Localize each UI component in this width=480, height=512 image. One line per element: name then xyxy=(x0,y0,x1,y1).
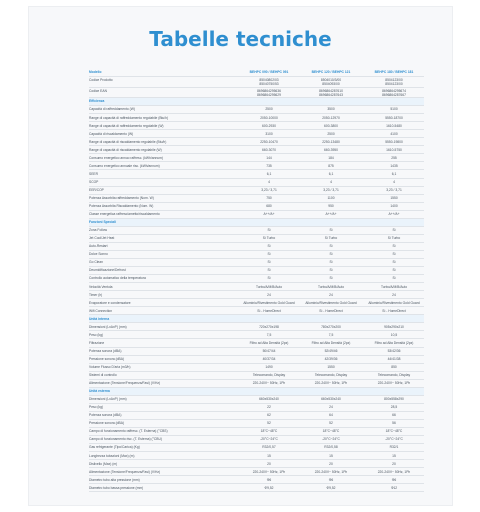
row-value: 184 xyxy=(328,155,334,160)
row-value: Sì xyxy=(267,244,271,249)
row-label: Campo di funzionamento raffresc. (T. Esterna) (°CBS) xyxy=(89,429,168,434)
table-row xyxy=(89,130,424,138)
row-value: Sì xyxy=(267,260,271,265)
table-row xyxy=(89,211,424,219)
table-row xyxy=(89,331,424,339)
row-label: SEER xyxy=(89,171,98,176)
table-row xyxy=(89,323,424,331)
row-label: Potenza sonora (dBA) xyxy=(89,413,122,418)
row-value: 1100 xyxy=(327,196,335,200)
row-value: 18°C~48°C xyxy=(322,429,340,434)
row-value: 20 xyxy=(267,461,271,466)
row-value: A++/A+ xyxy=(388,212,400,217)
row-value: 3,23 / 3,71 xyxy=(386,187,402,192)
section-header xyxy=(89,315,424,323)
row-value: 1435 xyxy=(390,163,398,168)
row-value: Sì xyxy=(392,252,396,257)
row-value: 6,1 xyxy=(266,171,272,176)
row-value: 50/47/44 xyxy=(262,348,276,353)
row-value: 220-240V~ 50Hz, 1Ph xyxy=(252,469,286,474)
row-value: 220-240V~ 50Hz, 1Ph xyxy=(252,381,286,386)
row-label: Codice Prodotto xyxy=(89,78,113,83)
row-value: 64 xyxy=(329,413,333,418)
row-label: Pressione sonora (dBA) xyxy=(89,421,125,426)
row-label: Timer (h) xyxy=(89,292,103,297)
row-value: 2250-10470 xyxy=(260,139,278,144)
table-row xyxy=(89,227,424,235)
row-value: -20°C~24°C xyxy=(322,437,340,442)
table-row xyxy=(89,283,424,291)
row-value: Sì xyxy=(267,268,271,273)
row-value: Sì xyxy=(267,276,271,281)
section-header xyxy=(89,219,424,227)
row-label: Range di capacità di raffreddamento regolabile (Btu/h) xyxy=(89,115,169,120)
row-label: Campo di funzionamento risc. (T. Esterna) (°CBU) xyxy=(89,437,162,442)
row-value: 1610-5750 xyxy=(386,147,402,152)
row-value: 2050-10000 xyxy=(260,115,278,120)
row-value: 22 xyxy=(267,405,271,410)
row-label: Deumidificazione/Defrost xyxy=(89,268,126,273)
table-row xyxy=(89,187,424,195)
row-value: 5550-18700 xyxy=(385,115,403,120)
row-value: Turbo/A/M/B/Auto xyxy=(255,284,283,289)
row-label: Jet Cool/Jet Heat xyxy=(89,236,115,241)
table-row xyxy=(89,452,424,460)
row-value: 3,23 / 3,71 xyxy=(261,187,277,192)
table-row xyxy=(89,299,424,307)
table-row xyxy=(89,460,424,468)
row-label: Gas refrigerante (Tipo/Carica) (Kg) xyxy=(89,445,140,450)
table-row xyxy=(89,114,424,122)
row-value: 255 xyxy=(391,155,397,160)
row-value: 905x290x210 xyxy=(384,324,404,329)
row-value: Sì xyxy=(329,260,333,265)
row-label: Filtrazione xyxy=(89,340,105,345)
table-row xyxy=(89,88,424,99)
row-label: Consumo energetico annuale risc. (kWh/annum) xyxy=(89,163,160,168)
table-row xyxy=(89,356,424,364)
row-value: Sì xyxy=(267,252,271,257)
table-row xyxy=(89,436,424,444)
row-label: Codice EAN xyxy=(89,88,107,93)
row-value: 660-3070 xyxy=(262,147,276,152)
row-value: 24 xyxy=(329,405,333,410)
row-label: Range di capacità di riscaldamento regolabile (W) xyxy=(89,147,162,152)
row-value: 680 xyxy=(266,204,272,209)
row-value: Sì xyxy=(392,260,396,265)
row-value: 24 xyxy=(267,292,271,297)
row-value: Sì - HomeDirect xyxy=(257,308,281,313)
row-value: 3500 xyxy=(327,107,335,112)
row-value: Sì xyxy=(392,228,396,233)
row-label: Wifi Connection xyxy=(89,308,113,313)
row-value: 220-240V~ 50Hz, 1Ph xyxy=(377,469,411,474)
table-row xyxy=(89,420,424,428)
table-row xyxy=(89,468,424,476)
table-row xyxy=(89,380,424,388)
table-row xyxy=(89,428,424,436)
row-value: R32/0,58 xyxy=(324,445,338,450)
row-value: Sì xyxy=(267,228,271,233)
row-value: Telecomando, Display xyxy=(377,373,411,378)
row-value: Φ6 xyxy=(266,477,272,482)
model-header-3: BEHPC 180 / BEHPC 181 xyxy=(374,70,414,75)
row-value: 220-240V~ 50Hz, 1Ph xyxy=(314,469,348,474)
row-value: 62 xyxy=(267,413,271,418)
row-value: Sì Turbo xyxy=(262,236,276,241)
row-value: 24 xyxy=(329,292,333,297)
row-value: Sì - HomeDirect xyxy=(319,308,343,313)
row-value: 2500 xyxy=(265,107,273,112)
row-label: Volume Flusso D'aria (m3/h) xyxy=(89,364,131,369)
row-label: Diametro tubo bassa pressione (mm) xyxy=(89,485,144,490)
row-value: 3,23 / 3,71 xyxy=(323,187,339,192)
row-label: Diametro tubo alta pressione (mm) xyxy=(89,477,140,482)
table-row xyxy=(89,138,424,146)
table-row xyxy=(89,170,424,178)
row-value: 720x270x198 xyxy=(259,324,279,329)
row-value: 780x270x200 xyxy=(321,324,341,329)
row-value: Φ9,52 xyxy=(264,485,274,490)
row-value: 6,1 xyxy=(328,171,334,176)
table-row xyxy=(89,154,424,162)
row-value: 660-3950 xyxy=(324,147,338,152)
row-value: Sì xyxy=(329,252,333,257)
row-value: Alluminio/Rivestimento Gold Guard xyxy=(305,300,357,305)
row-value: Sì Turbo xyxy=(324,236,338,241)
row-label: Velocità Ventola xyxy=(89,284,113,289)
row-value: 85040802/03 85040750/53 xyxy=(259,78,279,87)
row-label: Auto-Restart xyxy=(89,244,108,249)
row-label: Go Clean xyxy=(89,260,103,265)
table-row xyxy=(89,348,424,356)
row-label: Zona Follow xyxy=(89,228,107,233)
model-header-1: BEHPC 090 / BEHPC 091 xyxy=(249,70,289,75)
row-label: Dimensioni (LxAxP) (mm) xyxy=(89,324,127,329)
table-row xyxy=(89,307,424,315)
row-label: Consumo energetico annuo raffresc. (kWh/annum) xyxy=(89,155,163,160)
row-value: 4100 xyxy=(390,131,398,136)
row-value: 875 xyxy=(328,163,334,168)
section-title: Funzioni Speciali xyxy=(89,220,116,225)
row-value: 40/37/34 xyxy=(262,356,276,361)
row-value: 52/49/46 xyxy=(324,348,338,353)
table-header-row xyxy=(89,69,424,77)
row-label: Potenza Assorbita Riscaldamento (Nom. W) xyxy=(89,204,154,209)
table-row xyxy=(89,203,424,211)
row-value: 18°C~48°C xyxy=(385,429,403,434)
row-value: 8696864295636 8696864295629 xyxy=(257,88,281,97)
row-value: 3100 xyxy=(265,131,273,136)
row-value: R32/1 xyxy=(389,445,399,450)
row-value: 8504123/00 8504123/00 xyxy=(385,78,403,87)
table-row xyxy=(89,291,424,299)
row-label: Potenza Assorbita raffreddamento (Nom. W) xyxy=(89,196,154,200)
row-label: Controllo automatico della temperatura xyxy=(89,276,146,281)
row-value: 52 xyxy=(329,421,333,426)
table-row xyxy=(89,396,424,404)
table-row xyxy=(89,162,424,170)
row-value: 735 xyxy=(266,163,272,168)
table-row xyxy=(89,412,424,420)
table-row xyxy=(89,77,424,88)
model-column-label: Modello xyxy=(89,70,102,75)
row-value: Sì xyxy=(329,228,333,233)
row-value: 5100 xyxy=(390,107,398,112)
table-row xyxy=(89,259,424,267)
row-value: Φ12 xyxy=(390,485,398,490)
row-label: Capacità di raffreddamento (W) xyxy=(89,107,135,112)
row-value: Filtro ad Alta Densità (2pz) xyxy=(374,340,414,345)
row-label: Sistemi di controllo xyxy=(89,373,117,378)
table-row xyxy=(89,243,424,251)
row-label: Dolce Sonno xyxy=(89,252,108,257)
row-value: 750 xyxy=(266,196,272,200)
row-value: Sì Turbo xyxy=(387,236,401,241)
row-value: Sì xyxy=(329,276,333,281)
table-row xyxy=(89,476,424,484)
row-value: Φ6 xyxy=(391,477,397,482)
row-value: 660x530x240 xyxy=(321,397,341,402)
row-label: Range di capacità di raffreddamento regolabile (W) xyxy=(89,123,164,128)
row-value: 8696864295674 8696864287667 xyxy=(382,88,406,97)
row-value: Sì xyxy=(392,276,396,281)
row-value: 220-240V~ 50Hz, 1Ph xyxy=(314,381,348,386)
row-label: Peso (kg) xyxy=(89,405,104,410)
row-value: 15 xyxy=(392,453,396,458)
row-value: A++/A+ xyxy=(263,212,275,217)
row-value: 15 xyxy=(267,453,271,458)
row-label: Evaporatore e condensatore xyxy=(89,300,131,305)
section-header xyxy=(89,388,424,396)
row-label: Capacità di riscaldamento (W) xyxy=(89,131,134,136)
row-value: 950 xyxy=(328,204,334,209)
row-value: 6,1 xyxy=(391,171,397,176)
row-value: 20 xyxy=(392,461,396,466)
table-row xyxy=(89,146,424,154)
row-value: 24 xyxy=(392,292,396,297)
row-value: R32/0,57 xyxy=(262,445,276,450)
row-value: 1400 xyxy=(390,204,398,209)
table-row xyxy=(89,235,424,243)
row-value: 2500 xyxy=(327,131,335,136)
table-row xyxy=(89,275,424,283)
row-value: Sì xyxy=(392,244,396,249)
table-row xyxy=(89,372,424,380)
row-value: -20°C~24°C xyxy=(385,437,403,442)
row-value: 1490 xyxy=(265,364,273,369)
row-label: Peso (kg) xyxy=(89,332,104,337)
row-value: 2050-12970 xyxy=(322,115,340,120)
row-value: Alluminio/Rivestimento Gold Guard xyxy=(243,300,295,305)
row-label: Dimensioni (LxAxP) (mm) xyxy=(89,397,127,402)
row-label: SCOP xyxy=(89,179,99,184)
row-label: Alimentazione (Tensione/Frequenza/Fasi) (V/Hz) xyxy=(89,469,161,474)
row-value: Filtro ad Alta Densità (2pz) xyxy=(249,340,289,345)
row-label: Classe energetica raffresc/ametto/riscaldamento xyxy=(89,212,160,217)
row-value: 220-240V~ 50Hz, 1Ph xyxy=(377,381,411,386)
section-header xyxy=(89,98,424,106)
row-value: 28,5 xyxy=(390,405,398,410)
table-row xyxy=(89,364,424,372)
row-value: Turbo/A/M/B/Auto xyxy=(317,284,345,289)
row-value: 1550 xyxy=(390,196,398,200)
table-row xyxy=(89,122,424,130)
row-label: EER/COP xyxy=(89,187,104,192)
page-title: Tabelle tecniche xyxy=(149,27,332,51)
row-value: Telecomando, Display xyxy=(314,373,348,378)
table-row xyxy=(89,195,424,203)
row-value: A++/A+ xyxy=(325,212,337,217)
table-row xyxy=(89,106,424,114)
table-row xyxy=(89,444,424,452)
section-title: Unità interna xyxy=(89,316,110,321)
row-value: Sì xyxy=(329,268,333,273)
row-label: Dislivello (Max) (m) xyxy=(89,461,118,466)
row-value: Turbo/A/M/B/Auto xyxy=(380,284,408,289)
table-row xyxy=(89,267,424,275)
row-value: Sì - HomeDirect xyxy=(382,308,406,313)
row-label: Pressione sonora (dBA) xyxy=(89,356,125,361)
row-value: 66 xyxy=(392,413,396,418)
row-value: 15 xyxy=(329,453,333,458)
specs-table xyxy=(89,69,424,492)
row-value: 8696864287610 8696864287643 xyxy=(319,88,343,97)
row-value: 42/39/36 xyxy=(324,356,338,361)
table-row xyxy=(89,484,424,492)
row-label: Range di capacità di riscaldamento regolabile (Btu/h) xyxy=(89,139,167,144)
row-value: 800x558x290 xyxy=(384,397,404,402)
row-value: Φ6 xyxy=(328,477,334,482)
row-value: 20 xyxy=(329,461,333,466)
row-value: Filtro ad Alta Densità (2pz) xyxy=(311,340,351,345)
row-value: 4 xyxy=(268,179,270,184)
row-value: 1610-5480 xyxy=(386,123,402,128)
row-value: 660x530x240 xyxy=(259,397,279,402)
table-row xyxy=(89,339,424,347)
section-title: Unità esterna xyxy=(89,389,110,394)
row-label: Lunghezza tubazioni (Max) (m) xyxy=(89,453,135,458)
row-value: Sì xyxy=(329,244,333,249)
row-value: 2250-13480 xyxy=(322,139,340,144)
row-value: 56 xyxy=(392,421,396,426)
row-value: 4 xyxy=(330,179,332,184)
row-value: Sì xyxy=(392,268,396,273)
row-value: 1550 xyxy=(327,364,335,369)
row-value: 44/41/38 xyxy=(387,356,401,361)
row-value: 144 xyxy=(266,155,272,160)
section-title: Efficienza xyxy=(89,99,105,104)
row-value: 18°C~48°C xyxy=(260,429,278,434)
document-page xyxy=(28,6,453,506)
row-value: 10,5 xyxy=(390,332,398,337)
row-value: 850 xyxy=(391,364,397,369)
row-value: 600-2930 xyxy=(262,123,276,128)
table-row xyxy=(89,251,424,259)
row-value: 5550-19800 xyxy=(385,139,403,144)
row-value: 7,5 xyxy=(266,332,272,337)
row-label: Potenza sonora (dBA) xyxy=(89,348,122,353)
row-value: -20°C~24°C xyxy=(260,437,278,442)
row-value: Telecomando, Display xyxy=(252,373,286,378)
table-row xyxy=(89,179,424,187)
row-value: 4 xyxy=(393,179,395,184)
row-value: 53/42/36 xyxy=(387,348,401,353)
row-label: Alimentazione (Tensione/Frequenza/Fasi) (V/Hz) xyxy=(89,381,161,386)
model-header-2: BEHPC 120 / BEHPC 121 xyxy=(311,70,351,75)
row-value: 7,5 xyxy=(328,332,334,337)
row-value: 8504010/3/00 8504093/00 xyxy=(320,78,342,87)
table-row xyxy=(89,404,424,412)
row-value: Alluminio/Rivestimento Gold Guard xyxy=(368,300,420,305)
row-value: 52 xyxy=(267,421,271,426)
row-value: 600-3800 xyxy=(324,123,338,128)
row-value: Φ9,52 xyxy=(326,485,336,490)
